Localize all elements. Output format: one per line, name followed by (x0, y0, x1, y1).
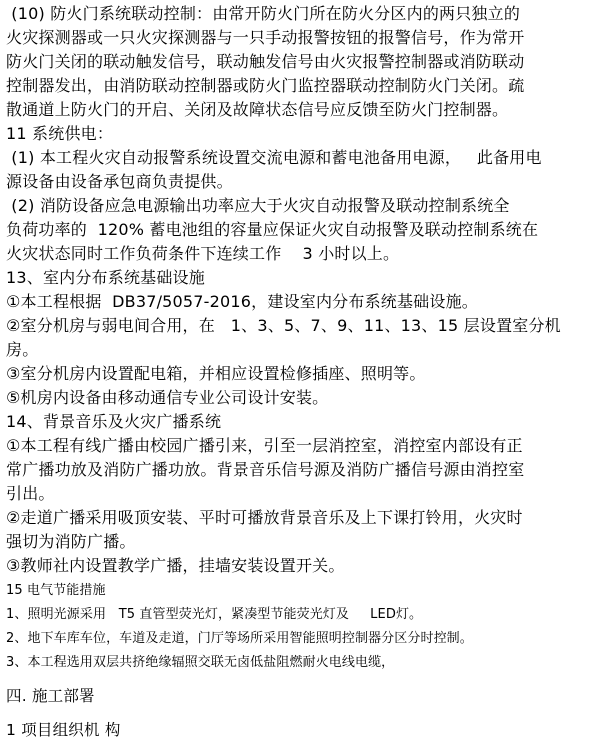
paragraph-line: 常广播功放及消防广播功放。背景音乐信号源及消防广播信号源由消控室 (6, 460, 525, 479)
paragraph-line: 3、本工程选用双层共挤绝缘辐照交联无卤低盐阻燃耐火电线电缆， (6, 655, 395, 670)
section-heading: 1 项目组织机 构 (6, 721, 121, 739)
paragraph-line: ③教师社内设置教学广播，挂墙安装设置开关。 (6, 556, 345, 575)
paragraph-line: 火灾探测器或一只火灾探测器与一只手动报警按钮的报警信号，作为常开 (6, 28, 525, 47)
paragraph-line: 防火门关闭的联动触发信号，联动触发信号由火灾报警控制器或消防联动 (6, 52, 525, 71)
paragraph-line: 房。 (6, 340, 39, 359)
section-heading: 15 电气节能措施 (6, 583, 106, 598)
paragraph-line: ②走道广播采用吸顶安装、平时可播放背景音乐及上下课打铃用，火灾时 (6, 508, 523, 527)
paragraph-line: 散通道上防火门的开启、关闭及故障状态信号应反馈至防火门控制器。 (6, 100, 509, 119)
section-heading: 14、背景音乐及火灾广播系统 (6, 412, 222, 431)
paragraph-line: 引出。 (6, 484, 55, 503)
paragraph-line: 控制器发出，由消防联动控制器或防火门监控器联动控制防火门关闭。疏 (6, 76, 525, 95)
paragraph-line: ②室分机房与弱电间合用，在 1、3、5、7、9、11、13、15 层设置室分机 (6, 316, 561, 335)
paragraph-line: 负荷功率的 120% 蓄电池组的容量应保证火灾自动报警及联动控制系统在 (6, 220, 539, 239)
paragraph-line: 1、照明光源采用 T5 直管型荧光灯，紧凑型节能荧光灯及 LED灯。 (6, 607, 423, 622)
paragraph-line: 火灾状态同时工作负荷条件下连续工作 3 小时以上。 (6, 244, 400, 263)
paragraph-line: (10) 防火门系统联动控制：由常开防火门所在防火分区内的两只独立的 (6, 4, 521, 23)
paragraph-line: 源设备由设备承包商负责提供。 (6, 172, 233, 191)
section-heading: 11 系统供电： (6, 124, 114, 143)
paragraph-line: 强切为消防广播。 (6, 532, 136, 551)
paragraph-line: ①本工程根据 DB37/5057-2016，建设室内分布系统基础设施。 (6, 292, 478, 311)
paragraph-line: ③室分机房内设置配电箱，并相应设置检修插座、照明等。 (6, 364, 426, 383)
paragraph-line: (1) 本工程火灾自动报警系统设置交流电源和蓄电池备用电源， 此备用电 (6, 148, 542, 167)
paragraph-line: 2、地下车库车位，车道及走道，门厅等场所采用智能照明控制器分区分时控制。 (6, 631, 473, 646)
paragraph-line: ①本工程有线广播由校园广播引来，引至一层消控室，消控室内部设有正 (6, 436, 523, 455)
section-heading: 13、室内分布系统基础设施 (6, 268, 205, 287)
chapter-heading: 四. 施工部署 (6, 687, 95, 705)
paragraph-line: ⑤机房内设备由移动通信专业公司设计安装。 (6, 388, 329, 407)
paragraph-line: (2) 消防设备应急电源输出功率应大于火灾自动报警及联动控制系统全 (6, 196, 510, 215)
